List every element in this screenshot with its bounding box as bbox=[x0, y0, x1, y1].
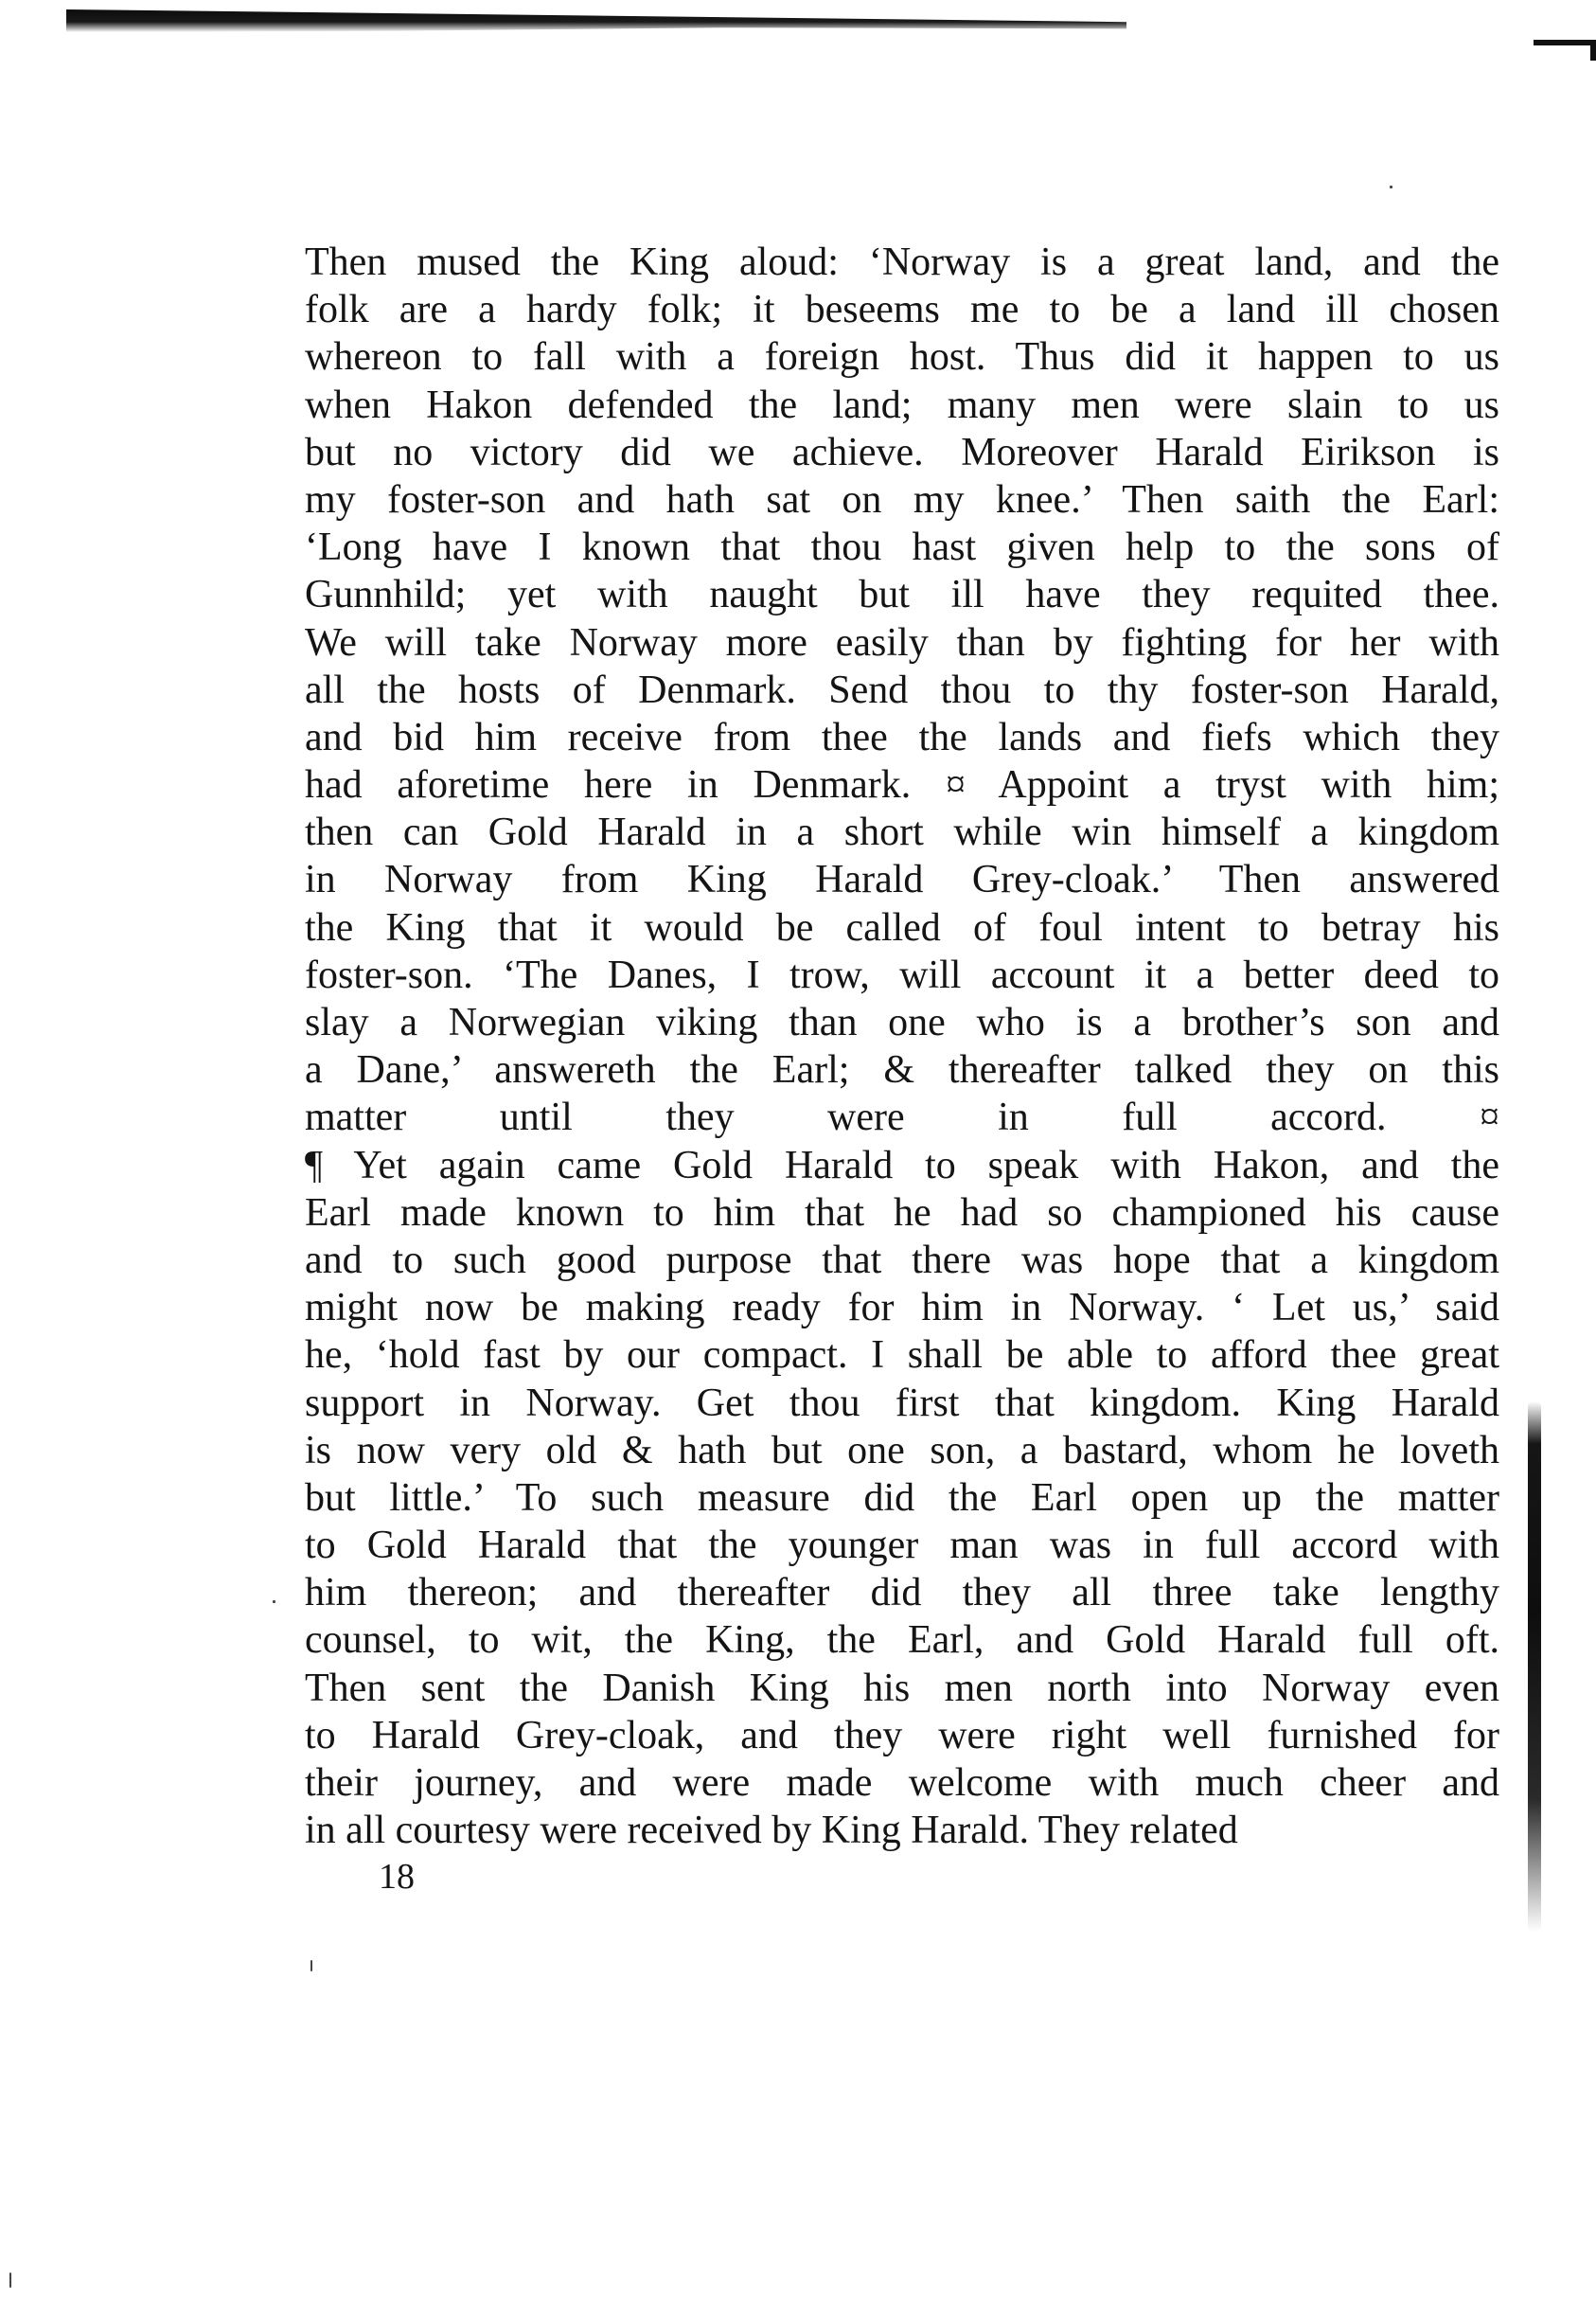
speck bbox=[310, 1960, 312, 1971]
text-line: to Harald Grey-cloak, and they were right well furnished for bbox=[305, 1713, 1499, 1757]
text-line: my foster-son and hath sat on my knee.’ Then saith the Earl: bbox=[305, 477, 1499, 522]
text-line: ‘Long have I known that thou hast given help to the sons of bbox=[305, 526, 1499, 570]
text-line: but no victory did we achieve. Moreover Harald Eirikson is bbox=[305, 430, 1499, 474]
text-line: Gunnhild; yet with naught but ill have they requited thee. bbox=[305, 573, 1499, 617]
text-line: he, ‘hold fast by our compact. I shall be able to afford thee great bbox=[305, 1333, 1499, 1378]
text-line: folk are a hardy folk; it beseems me to be a land ill chosen bbox=[305, 288, 1499, 332]
text-line: is now very old & hath but one son, a bastard, whom he loveth bbox=[305, 1428, 1499, 1472]
speck bbox=[9, 2273, 11, 2288]
speck bbox=[273, 1600, 275, 1603]
text-line: support in Norway. Get thou first that kingdom. King Harald bbox=[305, 1381, 1499, 1425]
text-line: ¶ Yet again came Gold Harald to speak with Hakon, and the bbox=[305, 1143, 1499, 1187]
body-text bbox=[305, 239, 1499, 1854]
text-line: whereon to fall with a foreign host. Thus did it happen to us bbox=[305, 335, 1499, 380]
text-line: but little.’ To such measure did the Earl open up the matter bbox=[305, 1475, 1499, 1520]
text-line: and bid him receive from thee the lands and fiefs which they bbox=[305, 715, 1499, 759]
text-line: to Gold Harald that the younger man was in full accord with bbox=[305, 1524, 1499, 1568]
text-line: might now be making ready for him in Norway. ‘ Let us,’ said bbox=[305, 1286, 1499, 1330]
text-line: had aforetime here in Denmark. ¤ Appoint a tryst with him; bbox=[305, 763, 1499, 808]
text-line: Earl made known to him that he had so championed his cause bbox=[305, 1190, 1499, 1235]
text-line: in Norway from King Harald Grey-cloak.’ Then answered bbox=[305, 858, 1499, 902]
text-line: foster-son. ‘The Danes, I trow, will account it a better deed to bbox=[305, 953, 1499, 997]
text-line: all the hosts of Denmark. Send thou to thy foster-son Harald, bbox=[305, 668, 1499, 712]
scan-edge-corner bbox=[1534, 40, 1596, 45]
text-line: when Hakon defended the land; many men were slain to us bbox=[305, 383, 1499, 427]
page-number: 18 bbox=[379, 1857, 415, 1897]
text-line: and to such good purpose that there was hope that a kingdom bbox=[305, 1238, 1499, 1282]
text-line: their journey, and were made welcome with much cheer and bbox=[305, 1761, 1499, 1805]
scan-edge-top bbox=[66, 9, 1126, 32]
text-line: in all courtesy were received by King Harald. They related bbox=[305, 1809, 1238, 1853]
text-line: the King that it would be called of foul intent to betray his bbox=[305, 905, 1499, 950]
text-line: matter until they were in full accord. ¤ bbox=[305, 1096, 1499, 1140]
text-line: Then mused the King aloud: ‘Norway is a great land, and the bbox=[305, 241, 1499, 284]
text-line: then can Gold Harald in a short while win himself a kingdom bbox=[305, 811, 1499, 855]
speck bbox=[1390, 186, 1392, 188]
text-line: a Dane,’ answereth the Earl; & thereafter talked they on this bbox=[305, 1048, 1499, 1093]
scan-edge-right bbox=[1528, 1401, 1541, 1932]
text-line: Then sent the Danish King his men north into Norway even bbox=[305, 1666, 1499, 1710]
text-line: counsel, to wit, the King, the Earl, and Gold Harald full oft. bbox=[305, 1618, 1499, 1663]
text-line: slay a Norwegian viking than one who is a brother’s son and bbox=[305, 1001, 1499, 1044]
text-line: him thereon; and thereafter did they all three take lengthy bbox=[305, 1571, 1499, 1615]
text-line: We will take Norway more easily than by fighting for her with bbox=[305, 620, 1499, 665]
